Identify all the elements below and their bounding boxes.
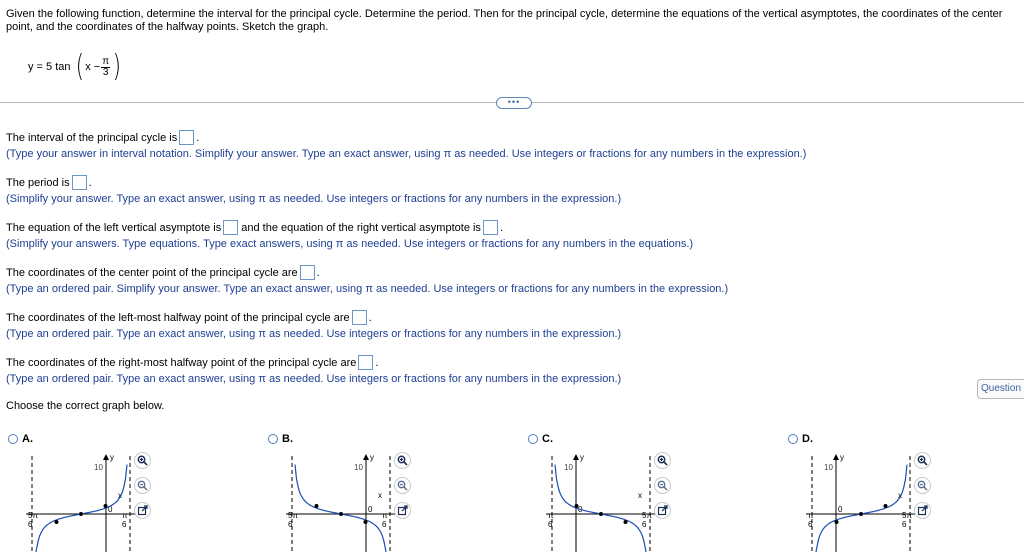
center-point <box>79 512 83 516</box>
option-a-radio[interactable] <box>8 434 18 444</box>
option-a-label: A. <box>22 433 33 445</box>
open-external-icon[interactable] <box>134 502 151 519</box>
option-d-radio[interactable] <box>788 434 798 444</box>
center-point <box>339 512 343 516</box>
halfway-point-right <box>104 504 108 508</box>
zoom-in-icon[interactable] <box>134 452 151 469</box>
center-point <box>599 512 603 516</box>
right-tick-denominator: 6 <box>902 520 907 529</box>
y-tick-label: 10 <box>824 463 833 472</box>
zero-label: 0 <box>108 505 113 514</box>
option-b-label: B. <box>282 433 293 445</box>
left-tick-numerator: 5π <box>28 511 38 520</box>
x-axis-label: x <box>638 491 642 500</box>
left-tick-denominator: 6 <box>808 520 813 529</box>
option-c-graph <box>546 452 656 552</box>
y-axis-label: y <box>840 453 844 462</box>
halfway-point-right <box>884 504 888 508</box>
zoom-out-icon[interactable] <box>654 477 671 494</box>
interval-question-text: The interval of the principal cycle is <box>6 131 178 144</box>
period-mark: . <box>88 176 92 189</box>
zoom-in-icon[interactable] <box>914 452 931 469</box>
fraction-numerator: π <box>102 55 110 67</box>
option-d-label: D. <box>802 433 813 445</box>
option-a[interactable] <box>8 433 33 445</box>
left-tick-denominator: 6 <box>548 520 553 529</box>
zoom-in-icon[interactable] <box>394 452 411 469</box>
zero-label: 0 <box>368 505 373 514</box>
fraction-denominator: 3 <box>102 66 109 78</box>
period-question <box>6 175 92 190</box>
halfway-point-left <box>835 520 839 524</box>
left-tick-denominator: 6 <box>28 520 33 529</box>
halfway-point-right <box>364 520 368 524</box>
right-tick-numerator: π <box>122 511 128 520</box>
choose-graph-text: Choose the correct graph below. <box>6 400 165 412</box>
graph-svg <box>26 452 136 552</box>
left-asymptote-answer-box[interactable] <box>223 220 238 235</box>
left-halfway-question <box>6 310 372 325</box>
left-paren: ( <box>75 49 84 84</box>
option-c[interactable] <box>528 433 553 445</box>
x-axis-label: x <box>118 491 122 500</box>
left-halfway-question-text: The coordinates of the left-most halfway point of the principal cycle are <box>6 311 350 324</box>
right-tick-numerator: π <box>382 511 388 520</box>
period-mark: . <box>375 356 379 369</box>
option-a-tools <box>134 452 151 527</box>
y-axis-arrow <box>833 454 839 460</box>
option-d-tools <box>914 452 931 527</box>
period-hint: (Simplify your answer. Type an exact answer, using π as needed. Use integers or fractions for any numbers in the expression.) <box>6 193 622 205</box>
left-halfway-answer-box[interactable] <box>352 310 367 325</box>
more-options-button[interactable]: ••• <box>496 97 532 109</box>
center-answer-box[interactable] <box>300 265 315 280</box>
period-answer-box[interactable] <box>72 175 87 190</box>
interval-question <box>6 130 199 145</box>
x-axis-label: x <box>898 491 902 500</box>
x-axis-label: x <box>378 491 382 500</box>
left-tick-numerator: π <box>548 511 554 520</box>
graph-svg <box>806 452 916 552</box>
right-halfway-question-text: The coordinates of the right-most halfway point of the principal cycle are <box>6 356 357 369</box>
right-asymptote-answer-box[interactable] <box>483 220 498 235</box>
tangent-curve <box>555 465 647 552</box>
period-mark: . <box>316 266 320 279</box>
right-asymptote-text: and the equation of the right vertical asymptote is <box>241 221 481 234</box>
y-axis-arrow <box>363 454 369 460</box>
option-b[interactable] <box>268 433 293 445</box>
zero-label: 0 <box>578 505 583 514</box>
graph-svg <box>546 452 656 552</box>
y-axis-arrow <box>103 454 109 460</box>
right-halfway-answer-box[interactable] <box>358 355 373 370</box>
open-external-icon[interactable] <box>914 502 931 519</box>
problem-instructions: Given the following function, determine the interval for the principal cycle. Determine the period. Then for the principal cycle, determine the equations of the vertical asymptotes, the coordinates of the center point, and the coordinates of the halfway points. Sketch the graph. <box>6 8 1003 33</box>
halfway-point-left <box>55 520 59 524</box>
right-tick-denominator: 6 <box>122 520 127 529</box>
formula-fraction <box>101 57 110 78</box>
halfway-point-right <box>624 520 628 524</box>
tangent-curve <box>815 465 907 552</box>
option-b-tools <box>394 452 411 527</box>
halfway-point-left <box>315 504 319 508</box>
center-hint: (Type an ordered pair. Simplify your answer. Type an exact answer, using π as needed. Use integers or fractions for any numbers in the expression.) <box>6 283 729 295</box>
y-tick-label: 10 <box>354 463 363 472</box>
left-tick-numerator: π <box>808 511 814 520</box>
period-mark: . <box>196 131 200 144</box>
asymptote-hint: (Simplify your answers. Type equations. Type exact answers, using π as needed. Use integers or fractions for any numbers in the equations.) <box>6 238 694 250</box>
left-halfway-hint: (Type an ordered pair. Type an exact answer, using π as needed. Use integers or fractions for any numbers in the expression.) <box>6 328 622 340</box>
zoom-out-icon[interactable] <box>394 477 411 494</box>
option-c-tools <box>654 452 671 527</box>
function-formula <box>28 49 123 84</box>
interval-hint: (Type your answer in interval notation. Simplify your answer. Type an exact answer, using π as needed. Use integers or fractions for any numbers in the expression.) <box>6 148 807 160</box>
option-c-label: C. <box>542 433 553 445</box>
tangent-curve <box>35 465 127 552</box>
center-point <box>859 512 863 516</box>
formula-lhs: y = 5 tan <box>28 61 71 73</box>
right-halfway-question <box>6 355 378 370</box>
right-tick-denominator: 6 <box>642 520 647 529</box>
right-tick-denominator: 6 <box>382 520 387 529</box>
option-b-radio[interactable] <box>268 434 278 444</box>
right-halfway-hint: (Type an ordered pair. Type an exact answer, using π as needed. Use integers or fractions for any numbers in the expression.) <box>6 373 622 385</box>
zoom-in-icon[interactable] <box>654 452 671 469</box>
tangent-curve <box>295 465 387 552</box>
zoom-out-icon[interactable] <box>134 477 151 494</box>
option-a-graph <box>26 452 136 552</box>
interval-answer-box[interactable] <box>179 130 194 145</box>
option-d-graph <box>806 452 916 552</box>
open-external-icon[interactable] <box>394 502 411 519</box>
center-question <box>6 265 320 280</box>
formula-var: x − <box>85 61 101 73</box>
y-tick-label: 10 <box>94 463 103 472</box>
right-tick-numerator: 5π <box>902 511 912 520</box>
period-mark: . <box>499 221 503 234</box>
right-paren: ) <box>112 49 122 84</box>
y-axis-label: y <box>580 453 584 462</box>
y-axis-label: y <box>110 453 114 462</box>
zoom-out-icon[interactable] <box>914 477 931 494</box>
option-b-graph <box>286 452 396 552</box>
y-tick-label: 10 <box>564 463 573 472</box>
left-tick-denominator: 6 <box>288 520 293 529</box>
left-asymptote-text: The equation of the left vertical asymptote is <box>6 221 222 234</box>
period-mark: . <box>368 311 372 324</box>
zero-label: 0 <box>838 505 843 514</box>
y-axis-arrow <box>573 454 579 460</box>
halfway-point-left <box>575 504 579 508</box>
center-question-text: The coordinates of the center point of the principal cycle are <box>6 266 298 279</box>
period-question-text: The period is <box>6 176 70 189</box>
y-axis-label: y <box>370 453 374 462</box>
asymptote-question <box>6 220 503 235</box>
option-d[interactable] <box>788 433 813 445</box>
question-tab[interactable]: Question <box>977 379 1024 399</box>
option-c-radio[interactable] <box>528 434 538 444</box>
graph-svg <box>286 452 396 552</box>
left-tick-numerator: 5π <box>288 511 298 520</box>
right-tick-numerator: 5π <box>642 511 652 520</box>
open-external-icon[interactable] <box>654 502 671 519</box>
